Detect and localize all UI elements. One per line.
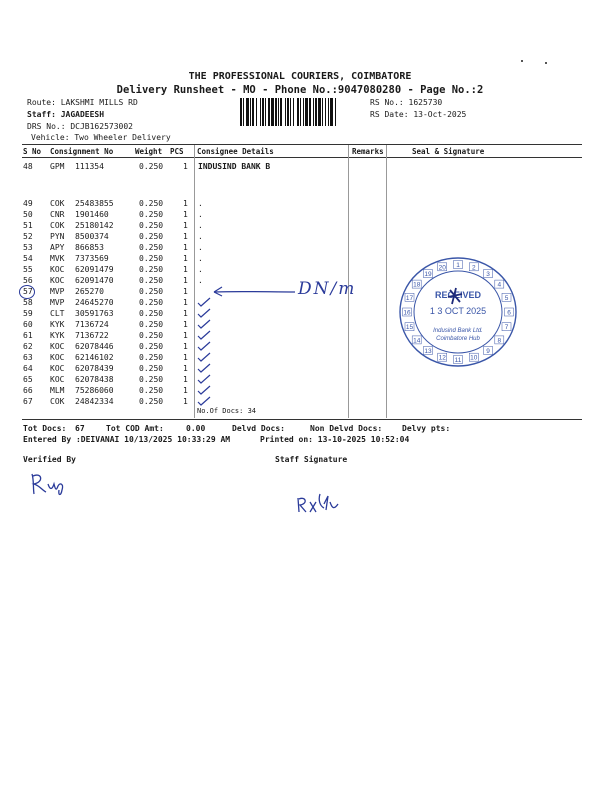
no-of-docs: No.Of Docs: 34 bbox=[197, 407, 257, 415]
row-sno: 57 bbox=[23, 287, 33, 296]
row-weight: 0.250 bbox=[139, 199, 164, 208]
staff-signature bbox=[294, 490, 354, 518]
row-weight: 0.250 bbox=[139, 386, 164, 395]
row-prefix: MLM bbox=[50, 386, 65, 395]
cod-value: 0.00 bbox=[186, 424, 206, 433]
table-row bbox=[0, 375, 600, 386]
row-pcs: 1 bbox=[183, 287, 188, 296]
row-consignment: 265270 bbox=[75, 287, 104, 296]
row-consignment: 7136724 bbox=[75, 320, 109, 329]
row-sno: 66 bbox=[23, 386, 33, 395]
runsheet-title: Delivery Runsheet - MO - Phone No.:9047080280 - Page No.:2 bbox=[116, 84, 484, 96]
drs-label: DRS No.: DCJB162573002 bbox=[27, 122, 133, 131]
row-details: . bbox=[198, 232, 203, 241]
entered-by: Entered By :DEIVANAI 10/13/2025 10:33:29 AM bbox=[23, 435, 231, 444]
row-pcs: 1 bbox=[183, 221, 188, 230]
col-sno: S No bbox=[23, 147, 42, 156]
col-consignment: Consignment No bbox=[50, 147, 114, 156]
stamp-ring-number: 7 bbox=[504, 324, 509, 332]
row-consignment: 62078438 bbox=[75, 375, 114, 384]
row-weight: 0.250 bbox=[139, 364, 164, 373]
row-weight: 0.250 bbox=[139, 397, 164, 406]
row-sno: 65 bbox=[23, 375, 33, 384]
stamp-ring-number: 19 bbox=[424, 271, 432, 279]
row-consignment: 30591763 bbox=[75, 309, 114, 318]
verifier-signature bbox=[28, 470, 78, 500]
table-row bbox=[0, 397, 600, 408]
row-details: . bbox=[198, 221, 203, 230]
row-sno: 61 bbox=[23, 331, 33, 340]
row-prefix: MVP bbox=[50, 287, 65, 296]
row-pcs: 1 bbox=[183, 342, 188, 351]
row-prefix: KOC bbox=[50, 353, 65, 362]
table-top-rule bbox=[22, 144, 582, 145]
stamp-ring-number: 14 bbox=[413, 337, 421, 345]
rs-number: RS No.: 1625730 bbox=[370, 98, 443, 107]
stamp-ring-number: 17 bbox=[405, 294, 414, 302]
row-details: . bbox=[198, 254, 203, 263]
row-sno: 58 bbox=[23, 298, 33, 307]
table-row bbox=[0, 386, 600, 397]
row-consignment: 8500374 bbox=[75, 232, 109, 241]
row-sno: 56 bbox=[23, 276, 33, 285]
barcode bbox=[240, 98, 368, 126]
row-weight: 0.250 bbox=[139, 353, 164, 362]
row-sno: 48 bbox=[23, 162, 33, 171]
row-consignment: 24842334 bbox=[75, 397, 114, 406]
row-sno: 63 bbox=[23, 353, 33, 362]
row-prefix: KYK bbox=[50, 320, 65, 329]
row-consignment: 25180142 bbox=[75, 221, 114, 230]
row-sno: 64 bbox=[23, 364, 33, 373]
col-details: Consignee Details bbox=[197, 147, 274, 156]
row-consignment: 7373569 bbox=[75, 254, 109, 263]
row-details: INDUSIND BANK B bbox=[198, 162, 271, 171]
table-row bbox=[0, 243, 600, 254]
row-weight: 0.250 bbox=[139, 210, 164, 219]
row-prefix: PYN bbox=[50, 232, 65, 241]
verified-by-label: Verified By bbox=[23, 455, 76, 464]
row-prefix: KOC bbox=[50, 375, 65, 384]
stamp-ring-number: 10 bbox=[470, 354, 478, 362]
row-weight: 0.250 bbox=[139, 287, 164, 296]
delvy-pts-label: Delvy pts: bbox=[402, 424, 451, 433]
row-pcs: 1 bbox=[183, 232, 188, 241]
vehicle-label: Vehicle: Two Wheeler Delivery bbox=[31, 133, 171, 142]
stamp-ring-number: 2 bbox=[471, 264, 476, 272]
stamp-ring-number: 9 bbox=[486, 347, 490, 355]
stamp-ring-number: 11 bbox=[454, 357, 462, 364]
row-sno: 54 bbox=[23, 254, 33, 263]
cod-label: Tot COD Amt: bbox=[106, 424, 164, 433]
row-consignment: 62091479 bbox=[75, 265, 114, 274]
row-weight: 0.250 bbox=[139, 276, 164, 285]
row-weight: 0.250 bbox=[139, 342, 164, 351]
row-sno: 60 bbox=[23, 320, 33, 329]
stamp-ring-number: 13 bbox=[424, 347, 432, 355]
row-sno: 52 bbox=[23, 232, 33, 241]
row-pcs: 1 bbox=[183, 254, 188, 263]
col-remarks: Remarks bbox=[352, 147, 384, 156]
row-prefix: KOC bbox=[50, 265, 65, 274]
circled-serial bbox=[19, 285, 35, 299]
row-sno: 62 bbox=[23, 342, 33, 351]
row-prefix: KYK bbox=[50, 331, 65, 340]
row-sno: 59 bbox=[23, 309, 33, 318]
col-seal: Seal & Signature bbox=[412, 147, 485, 156]
barcode-bar bbox=[336, 98, 338, 126]
row-prefix: MVK bbox=[50, 254, 65, 263]
row-sno: 51 bbox=[23, 221, 33, 230]
row-consignment: 7136722 bbox=[75, 331, 109, 340]
route-label: Route: LAKSHMI MILLS RD bbox=[27, 98, 138, 107]
row-sno: 55 bbox=[23, 265, 33, 274]
row-pcs: 1 bbox=[183, 199, 188, 208]
row-weight: 0.250 bbox=[139, 265, 164, 274]
staff-signature-label: Staff Signature bbox=[275, 455, 348, 464]
row-consignment: 25483855 bbox=[75, 199, 114, 208]
stamp-line1: Indusind Bank Ltd. bbox=[433, 328, 483, 334]
row-details: . bbox=[198, 265, 203, 274]
row-prefix: COK bbox=[50, 199, 65, 208]
stamp-ring-number: 3 bbox=[486, 271, 490, 279]
row-pcs: 1 bbox=[183, 331, 188, 340]
stamp-ring-number: 18 bbox=[413, 281, 421, 289]
row-consignment: 111354 bbox=[75, 162, 104, 171]
staff-label: Staff: JAGADEESH bbox=[27, 110, 105, 119]
row-weight: 0.250 bbox=[139, 331, 164, 340]
row-pcs: 1 bbox=[183, 353, 188, 362]
table-row bbox=[0, 221, 600, 232]
row-consignment: 1901460 bbox=[75, 210, 109, 219]
row-weight: 0.250 bbox=[139, 254, 164, 263]
stamp-ring-number: 12 bbox=[438, 354, 446, 362]
row-consignment: 62078446 bbox=[75, 342, 114, 351]
row-pcs: 1 bbox=[183, 320, 188, 329]
row-weight: 0.250 bbox=[139, 232, 164, 241]
row-prefix: MVP bbox=[50, 298, 65, 307]
handwritten-remark: DN/m bbox=[298, 279, 357, 299]
row-weight: 0.250 bbox=[139, 298, 164, 307]
row-pcs: 1 bbox=[183, 364, 188, 373]
stamp-ring-number: 15 bbox=[405, 324, 414, 332]
row-details: . bbox=[198, 210, 203, 219]
stamp-ring-number: 5 bbox=[504, 294, 509, 302]
row-weight: 0.250 bbox=[139, 162, 164, 171]
row-consignment: 75286060 bbox=[75, 386, 114, 395]
stamp-received: RECEIVED bbox=[434, 290, 482, 300]
row-pcs: 1 bbox=[183, 265, 188, 274]
row-pcs: 1 bbox=[183, 243, 188, 252]
row-pcs: 1 bbox=[183, 298, 188, 307]
row-sno: 53 bbox=[23, 243, 33, 252]
row-sno: 49 bbox=[23, 199, 33, 208]
printed-on: Printed on: 13-10-2025 10:52:04 bbox=[260, 435, 410, 444]
scan-speck bbox=[545, 62, 547, 64]
row-consignment: 866853 bbox=[75, 243, 104, 252]
row-weight: 0.250 bbox=[139, 243, 164, 252]
non-delvd-docs-label: Non Delvd Docs: bbox=[310, 424, 383, 433]
row-pcs: 1 bbox=[183, 309, 188, 318]
table-row bbox=[0, 162, 600, 173]
row-prefix: CLT bbox=[50, 309, 65, 318]
row-prefix: KOC bbox=[50, 276, 65, 285]
table-bottom-rule bbox=[22, 419, 582, 420]
row-pcs: 1 bbox=[183, 375, 188, 384]
row-sno: 67 bbox=[23, 397, 33, 406]
row-prefix: GPM bbox=[50, 162, 65, 171]
tick-mark bbox=[196, 395, 212, 407]
row-prefix: COK bbox=[50, 397, 65, 406]
row-consignment: 24645270 bbox=[75, 298, 114, 307]
rs-date: RS Date: 13-Oct-2025 bbox=[370, 110, 467, 119]
row-pcs: 1 bbox=[183, 276, 188, 285]
row-details: . bbox=[198, 199, 203, 208]
stamp-ring-number: 6 bbox=[507, 309, 511, 317]
row-prefix: KOC bbox=[50, 364, 65, 373]
row-prefix: KOC bbox=[50, 342, 65, 351]
table-row bbox=[0, 210, 600, 221]
row-details: . bbox=[198, 243, 203, 252]
col-pcs: PCS bbox=[170, 147, 184, 156]
row-details: . bbox=[198, 276, 203, 285]
row-weight: 0.250 bbox=[139, 221, 164, 230]
scan-speck bbox=[521, 60, 523, 62]
row-consignment: 62146102 bbox=[75, 353, 114, 362]
stamp-date: 1 3 OCT 2025 bbox=[429, 306, 487, 316]
row-prefix: CNR bbox=[50, 210, 65, 219]
row-pcs: 1 bbox=[183, 397, 188, 406]
tot-docs-value: 67 bbox=[75, 424, 85, 433]
row-weight: 0.250 bbox=[139, 309, 164, 318]
row-pcs: 1 bbox=[183, 162, 188, 171]
stamp-ring-number: 16 bbox=[403, 309, 411, 317]
row-pcs: 1 bbox=[183, 210, 188, 219]
stamp-ring-number: 1 bbox=[456, 262, 460, 269]
row-sno: 50 bbox=[23, 210, 33, 219]
stamp-ring-number: 8 bbox=[497, 337, 502, 345]
company-title: THE PROFESSIONAL COURIERS, COIMBATORE bbox=[188, 71, 412, 82]
stamp-ring-number: 4 bbox=[497, 281, 502, 289]
table-header-rule bbox=[22, 157, 582, 158]
row-weight: 0.250 bbox=[139, 375, 164, 384]
stamp-ring-number: 20 bbox=[438, 264, 446, 272]
row-consignment: 62091470 bbox=[75, 276, 114, 285]
row-pcs: 1 bbox=[183, 386, 188, 395]
tot-docs-label: Tot Docs: bbox=[23, 424, 67, 433]
received-stamp bbox=[398, 256, 518, 368]
delvd-docs-label: Delvd Docs: bbox=[232, 424, 285, 433]
table-row bbox=[0, 199, 600, 210]
col-weight: Weight bbox=[135, 147, 163, 156]
row-prefix: COK bbox=[50, 221, 65, 230]
stamp-line2: Coimbatore Hub bbox=[436, 336, 480, 342]
table-row bbox=[0, 232, 600, 243]
row-prefix: APY bbox=[50, 243, 65, 252]
row-weight: 0.250 bbox=[139, 320, 164, 329]
row-consignment: 62078439 bbox=[75, 364, 114, 373]
